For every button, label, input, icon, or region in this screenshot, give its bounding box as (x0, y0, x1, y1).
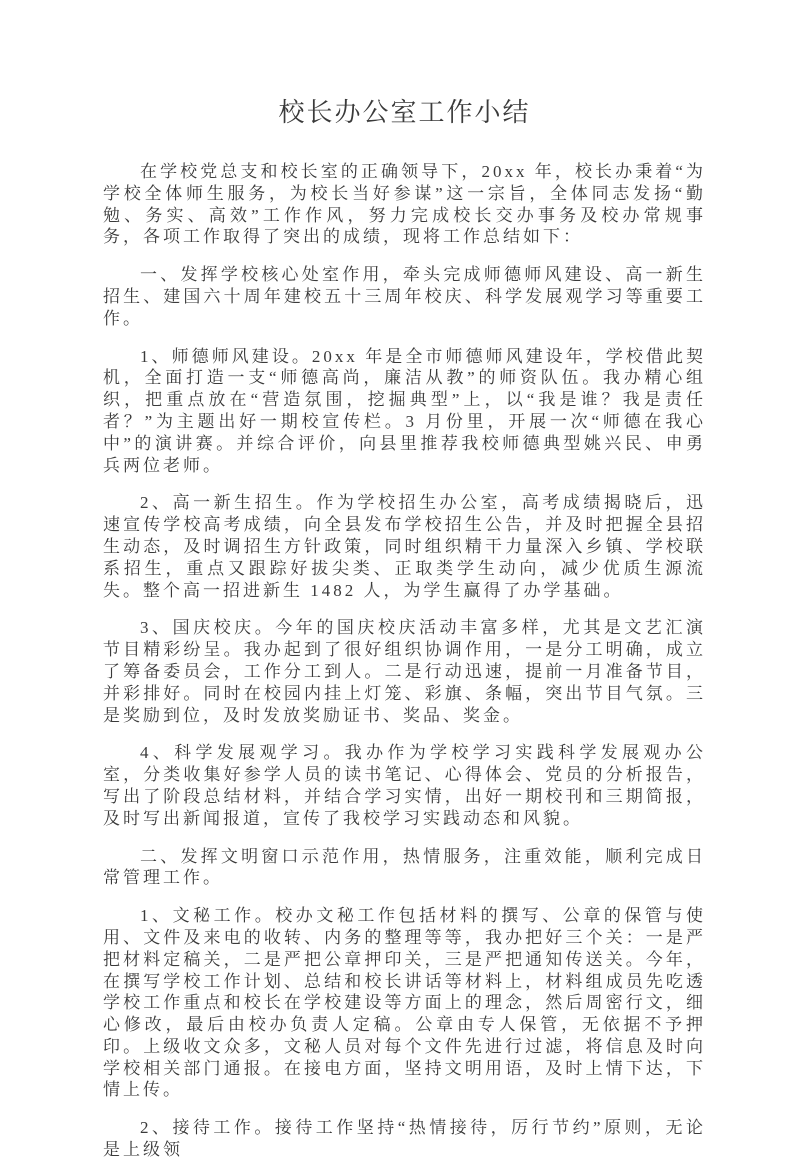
secretarial-work-paragraph: 1、文秘工作。校办文秘工作包括材料的撰写、公章的保管与使用、文件及来电的收转、内务的整理等等，我办把好三个关：一是严把材料定稿关，二是严把公章押印关，三是严把通知传送关。今年，在撰写学校工作计划、总结和校长讲话等材料上，材料组成员先吃透学校工作重点和校长在学校建设等方面上的理念，然后周密行文，细心修改，最后由校办负责人定稿。公章由专人保管，无依据不予押印。上级收文众多，文秘人员对每个文件先进行过滤，将信息及时向学校相关部门通报。在接电方面，坚持文明用语，及时上情下达，下情上传。 (103, 906, 706, 1100)
intro-paragraph: 在学校党总支和校长室的正确领导下，20xx 年，校长办秉着“为学校全体师生服务，为校长当好参谋”这一宗旨，全体同志发扬“勤勉、务实、高效”工作作风，努力完成校长交办事务及校办常规事务，各项工作取得了突出的成绩，现将工作总结如下： (103, 162, 706, 247)
national-day-anniversary-paragraph: 3、国庆校庆。今年的国庆校庆活动丰富多样，尤其是文艺汇演节目精彩纷呈。我办起到了很好组织协调作用，一是分工明确，成立了筹备委员会，工作分工到人。二是行动迅速，提前一月准备节目，并彩排好。同时在校园内挂上灯笼、彩旗、条幅，突出节目气氛。三是奖励到位，及时发放奖励证书、奖品、奖金。 (103, 618, 706, 725)
section-2-heading-paragraph: 二、发挥文明窗口示范作用，热情服务，注重效能，顺利完成日常管理工作。 (103, 846, 706, 888)
document-title: 校长办公室工作小结 (278, 98, 531, 127)
reception-work-paragraph: 2、接待工作。接待工作坚持“热情接待，厉行节约”原则，无论是上级领 (103, 1118, 706, 1160)
section-1-heading-paragraph: 一、发挥学校核心处室作用，牵头完成师德师风建设、高一新生招生、建国六十周年建校五十三周年校庆、科学发展观学习等重要工作。 (103, 265, 706, 328)
document-body (103, 161, 706, 1161)
teacher-ethics-paragraph: 1、师德师风建设。20xx 年是全市师德师风建设年，学校借此契机，全面打造一支“师德高尚，廉洁从教”的师资队伍。我办精心组织，把重点放在“营造氛围，挖掘典型”上，以“我是谁？我是责任者？”为主题出好一期校宣传栏。3 月份里，开展一次“师德在我心中”的演讲赛。并综合评价，向县里推荐我校师德典型姚兴民、申勇兵两位老师。 (103, 346, 706, 475)
freshman-enrollment-paragraph: 2、高一新生招生。作为学校招生办公室，高考成绩揭晓后，迅速宣传学校高考成绩，向全县发布学校招生公告，并及时把握全县招生动态，及时调招生方针政策，同时组织精干力量深入乡镇、学校联系招生，重点又跟踪好拔尖类、正取类学生动向，减少优质生源流失。整个高一招进新生 1482 人，为学生赢得了办学基础。 (103, 493, 706, 600)
scientific-outlook-study-paragraph: 4、科学发展观学习。我办作为学校学习实践科学发展观办公室，分类收集好参学人员的读书笔记、心得体会、党员的分析报告，写出了阶段总结材料，并结合学习实情，出好一期校刊和三期简报，及时写出新闻报道，宣传了我校学习实践动态和风貌。 (103, 743, 706, 828)
